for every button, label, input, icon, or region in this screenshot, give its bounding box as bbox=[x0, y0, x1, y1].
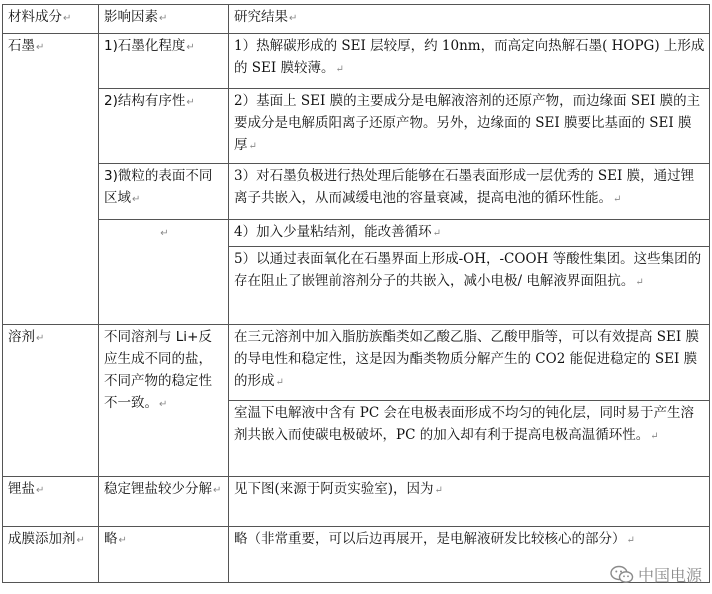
factor-cell: 略↵ bbox=[99, 527, 229, 583]
result-cell: 1）热解碳形成的 SEI 层较厚，约 10nm，而高定向热解石墨( HOPG) 上形成的 SEI 膜较薄。↵ bbox=[229, 34, 710, 89]
result-cell: 略（非常重要，可以后边再展开，是电解液研发比较核心的部分）↵ bbox=[229, 527, 710, 583]
table-row bbox=[3, 164, 710, 220]
result-cell: 室温下电解液中含有 PC 会在电极表面形成不均匀的钝化层，同时易于产生溶剂共嵌入而使碳电极破坏，PC 的加入却有利于提高电极高温循环性。↵ bbox=[229, 401, 710, 477]
table-header-row bbox=[3, 5, 710, 34]
factor-cell-empty: ↵ bbox=[99, 220, 229, 325]
result-cell: 5）以通过表面氧化在石墨界面上形成-OH，-COOH 等酸性集团。这些集团的存在阻止了嵌锂前溶剂分子的共嵌入，减小电极/ 电解液界面阻抗。↵ bbox=[229, 247, 710, 325]
watermark-text: 中国电源 bbox=[637, 566, 702, 585]
table-row bbox=[3, 34, 710, 89]
table-row bbox=[3, 527, 710, 583]
result-cell: 2）基面上 SEI 膜的主要成分是电解液溶剂的还原产物，而边缘面 SEI 膜的主要成分是电解质阳离子还原产物。另外，边缘面的 SEI 膜要比基面的 SEI 膜厚↵ bbox=[229, 89, 710, 164]
result-cell: 4）加入少量粘结剂，能改善循环↵ bbox=[229, 220, 710, 247]
wechat-icon bbox=[610, 565, 634, 585]
table-row bbox=[3, 477, 710, 527]
factor-cell: 稳定锂盐较少分解↵ bbox=[99, 477, 229, 527]
factor-cell: 2)结构有序性↵ bbox=[99, 89, 229, 164]
table-row bbox=[3, 325, 710, 401]
factor-cell: 1)石墨化程度↵ bbox=[99, 34, 229, 89]
result-cell: 在三元溶剂中加入脂肪族酯类如乙酸乙脂、乙酸甲脂等，可以有效提高 SEI 膜的导电性和稳定性，这是因为酯类物质分解产生的 CO2 能促进稳定的 SEI 膜的形成↵ bbox=[229, 325, 710, 401]
material-lithium-salt: 锂盐↵ bbox=[3, 477, 99, 527]
table-row bbox=[3, 89, 710, 164]
material-solvent: 溶剂↵ bbox=[3, 325, 99, 477]
result-cell: 3）对石墨负极进行热处理后能够在石墨表面形成一层优秀的 SEI 膜，通过锂离子共嵌入，从而减缓电池的容量衰减，提高电池的循环性能。↵ bbox=[229, 164, 710, 220]
material-additive: 成膜添加剂↵ bbox=[3, 527, 99, 583]
header-factor: 影响因素↵ bbox=[99, 5, 229, 34]
table-row bbox=[3, 220, 710, 247]
material-graphite: 石墨↵ bbox=[3, 34, 99, 325]
factor-cell: 3)微粒的表面不同区域↵ bbox=[99, 164, 229, 220]
result-cell: 见下图(来源于阿贡实验室)，因为↵ bbox=[229, 477, 710, 527]
research-table bbox=[2, 4, 710, 583]
factor-cell: 不同溶剂与 Li+反应生成不同的盐，不同产物的稳定性不一致。↵ bbox=[99, 325, 229, 477]
header-result: 研究结果↵ bbox=[229, 5, 710, 34]
watermark bbox=[610, 563, 702, 586]
header-material: 材料成分↵ bbox=[3, 5, 99, 34]
